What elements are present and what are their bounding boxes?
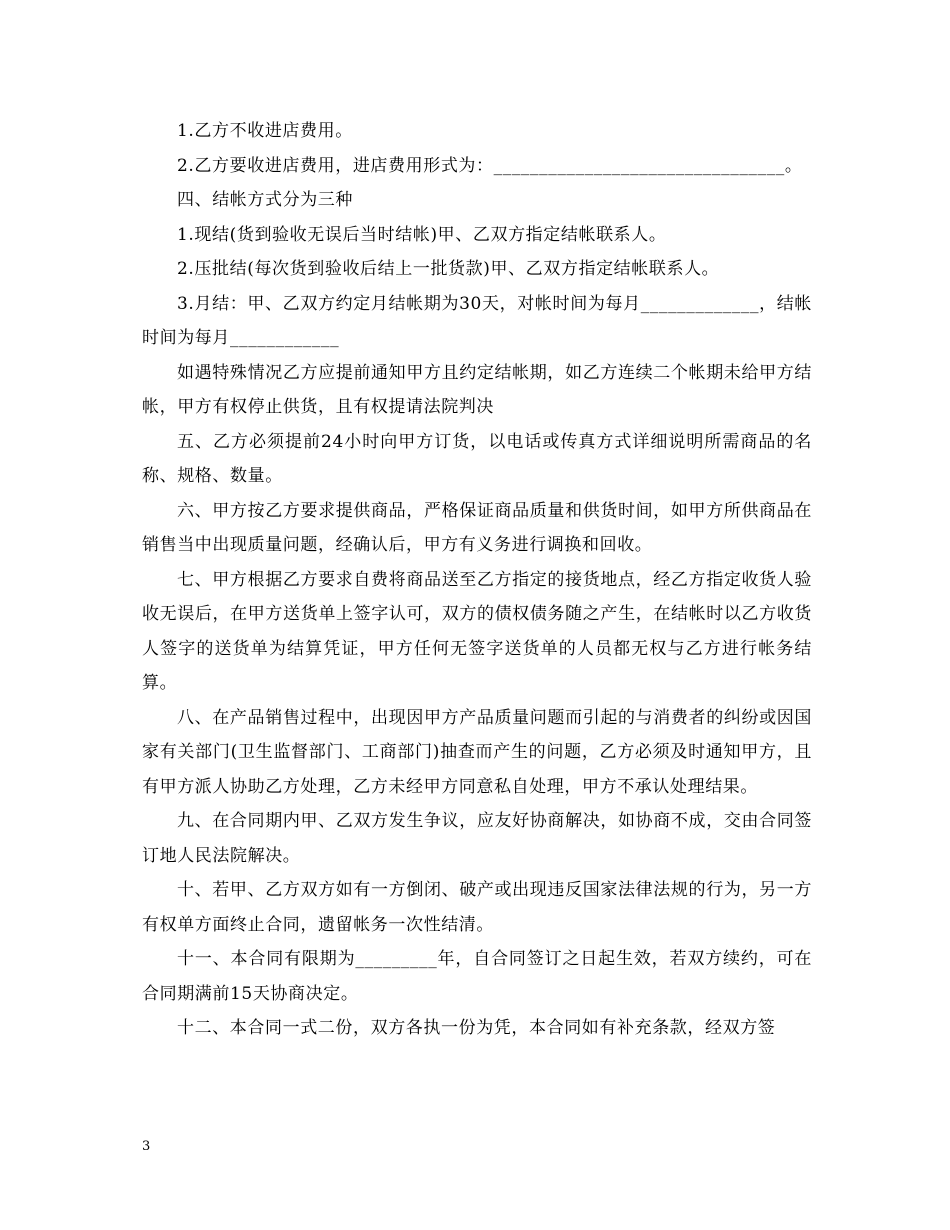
clause-seven: 七、甲方根据乙方要求自费将商品送至乙方指定的接货地点，经乙方指定收货人验收无误后，在甲方送货单上签字认可，双方的债权债务随之产生，在结帐时以乙方收货人签字的送货单为结算凭证，甲方任何无签字送货单的人员都无权与乙方进行帐务结算。 (142, 569, 812, 693)
paragraph-monthly-settlement: 3.月结：甲、乙双方约定月结帐期为30天，对帐时间为每月_____________，结帐时间为每月____________ (142, 293, 812, 348)
paragraph-cash-settlement: 1.现结(货到验收无误后当时结帐)甲、乙双方指定结帐联系人。 (177, 224, 667, 245)
paragraph-entry-fee-form: 2.乙方要收进店费用，进店费用形式为：________________________________。 (177, 155, 803, 176)
contract-body (142, 114, 812, 1046)
paragraph-batch-settlement: 2.压批结(每次货到验收后结上一批货款)甲、乙双方指定结帐联系人。 (177, 259, 720, 279)
clause-eleven: 十一、本合同有限期为_________年，自合同签订之日起生效，若双方续约，可在合同期满前15天协商决定。 (142, 949, 812, 1004)
clause-nine: 九、在合同期内甲、乙双方发生争议，应友好协商解决，如协商不成，交由合同签订地人民法院解决。 (142, 811, 812, 866)
clause-six: 六、甲方按乙方要求提供商品，严格保证商品质量和供货时间，如甲方所供商品在销售当中出现质量问题，经确认后，甲方有义务进行调换和回收。 (142, 500, 812, 555)
clause-eight: 八、在产品销售过程中，出现因甲方产品质量问题而引起的与消费者的纠纷或因国家有关部门(卫生监督部门、工商部门)抽查而产生的问题，乙方必须及时通知甲方，且有甲方派人协助乙方处理，乙方未经甲方同意私自处理，甲方不承认处理结果。 (142, 707, 812, 797)
paragraph-special-circumstances: 如遇特殊情况乙方应提前通知甲方且约定结帐期，如乙方连续二个帐期未给甲方结帐，甲方有权停止供货，且有权提请法院判决 (142, 362, 812, 417)
page-number: 3 (142, 1139, 151, 1154)
section-heading-settlement: 四、结帐方式分为三种 (177, 190, 353, 210)
paragraph-no-entry-fee: 1.乙方不收进店费用。 (177, 121, 353, 141)
clause-five: 五、乙方必须提前24小时向甲方订货，以电话或传真方式详细说明所需商品的名称、规格、数量。 (142, 431, 812, 486)
clause-ten: 十、若甲、乙方双方如有一方倒闭、破产或出现违反国家法律法规的行为，另一方有权单方面终止合同，遗留帐务一次性结清。 (142, 880, 812, 935)
clause-twelve: 十二、本合同一式二份，双方各执一份为凭，本合同如有补充条款，经双方签 (177, 1018, 776, 1038)
